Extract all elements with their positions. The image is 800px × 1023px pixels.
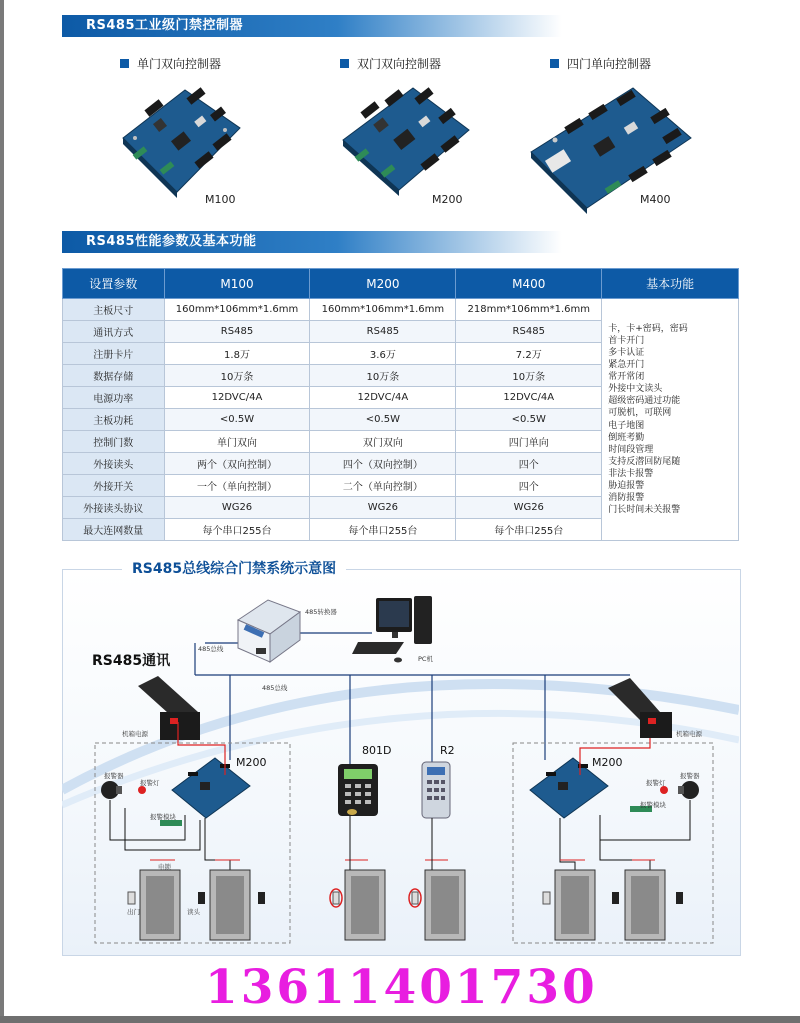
- function-item: 首卡开门: [608, 335, 645, 346]
- left-alarm-light-icon: [138, 786, 146, 794]
- converter-label: 485转换器: [305, 608, 337, 616]
- rs485-comm-label: RS485通讯: [92, 653, 171, 669]
- value-cell: <0.5W: [456, 409, 602, 431]
- value-cell: 每个串口255台: [164, 519, 310, 541]
- left-alarm-module-label: 报警模块: [150, 813, 176, 821]
- left-controller-label: M200: [236, 756, 267, 769]
- m100-model-label: M100: [205, 193, 236, 206]
- rs485-converter-icon: [238, 600, 300, 662]
- value-cell: 12DVC/4A: [456, 387, 602, 409]
- value-cell: 160mm*106mm*1.6mm: [164, 299, 310, 321]
- reader-small-icon: [676, 892, 683, 904]
- m200-model-label: M200: [432, 193, 463, 206]
- right-power-box-icon: [608, 678, 672, 738]
- left-alarm-light-label: 报警灯: [140, 779, 160, 787]
- page-bottom-border: [0, 1016, 800, 1023]
- value-cell: 两个（双向控制）: [164, 453, 310, 475]
- reader-801d-icon: [338, 764, 378, 816]
- product-name: 四门单向控制器: [567, 57, 652, 71]
- value-cell: 7.2万: [456, 343, 602, 365]
- header-m100: M100: [164, 269, 310, 299]
- value-cell: 10万条: [310, 365, 456, 387]
- exit-button-icon: [412, 892, 418, 904]
- header-param: 设置参数: [63, 269, 165, 299]
- value-cell: 一个（单向控制）: [164, 475, 310, 497]
- value-cell: 12DVC/4A: [164, 387, 310, 409]
- function-item: 电子地图: [608, 420, 645, 431]
- right-door-wiring-b: [560, 818, 575, 872]
- specs-section-title: RS485性能参数及基本功能: [86, 234, 257, 249]
- bus-label-mid: 485总线: [262, 684, 288, 692]
- right-alarm-module-label: 报警模块: [640, 801, 666, 809]
- value-cell: <0.5W: [310, 409, 456, 431]
- controllers-section-title: RS485工业级门禁控制器: [86, 18, 244, 33]
- value-cell: 218mm*106mm*1.6mm: [456, 299, 602, 321]
- param-cell: 控制门数: [63, 431, 165, 453]
- left-door-wiring-b: [205, 818, 230, 872]
- left-power-label: 机箱电源: [122, 730, 148, 738]
- reader-r2-icon: [422, 762, 450, 818]
- value-cell: RS485: [164, 321, 310, 343]
- right-power-label: 机箱电源: [676, 730, 702, 738]
- left-alarm-label: 报警器: [104, 772, 124, 780]
- value-cell: 每个串口255台: [310, 519, 456, 541]
- door-icon: [625, 870, 665, 940]
- reader-801d-label: 801D: [362, 744, 392, 757]
- value-cell: WG26: [164, 497, 310, 519]
- function-item: 多卡认证: [608, 347, 645, 358]
- value-cell: 1.8万: [164, 343, 310, 365]
- value-cell: 10万条: [456, 365, 602, 387]
- value-cell: 160mm*106mm*1.6mm: [310, 299, 456, 321]
- value-cell: WG26: [456, 497, 602, 519]
- value-cell: <0.5W: [164, 409, 310, 431]
- param-cell: 主板尺寸: [63, 299, 165, 321]
- product-name: 单门双向控制器: [137, 57, 222, 71]
- header-m400: M400: [456, 269, 602, 299]
- param-cell: 数据存储: [63, 365, 165, 387]
- door-icon: [555, 870, 595, 940]
- reader-small-icon: [612, 892, 619, 904]
- function-item: 外接中文读头: [608, 384, 663, 395]
- param-cell: 外接读头: [63, 453, 165, 475]
- reader-small-icon: [198, 892, 205, 904]
- exit-button-icon: [128, 892, 135, 904]
- value-cell: 四个: [456, 475, 602, 497]
- param-cell: 外接读头协议: [63, 497, 165, 519]
- diagram-title: RS485总线综合门禁系统示意图: [122, 558, 346, 578]
- param-cell: 注册卡片: [63, 343, 165, 365]
- value-cell: 四门单向: [456, 431, 602, 453]
- function-item: 胁迫报警: [608, 480, 645, 491]
- door-icon: [425, 870, 465, 940]
- value-cell: WG26: [310, 497, 456, 519]
- param-cell: 主板功耗: [63, 409, 165, 431]
- value-cell: 双门双向: [310, 431, 456, 453]
- param-cell: 最大连网数量: [63, 519, 165, 541]
- right-door-wiring: [600, 815, 650, 872]
- header-functions: 基本功能: [602, 269, 739, 299]
- right-controller-label: M200: [592, 756, 623, 769]
- right-siren-icon: [678, 781, 699, 799]
- contact-phone-number: 13611401730: [205, 960, 598, 1015]
- pc-label: PC机: [418, 655, 433, 663]
- value-cell: RS485: [456, 321, 602, 343]
- pc-icon: [352, 596, 432, 663]
- product-name: 双门双向控制器: [357, 57, 442, 71]
- function-item: 非法卡报警: [608, 468, 654, 479]
- value-cell: 10万条: [164, 365, 310, 387]
- function-item: 紧急开门: [608, 360, 645, 371]
- function-item: 门长时间未关报警: [608, 505, 681, 516]
- value-cell: 四个: [456, 453, 602, 475]
- right-alarm-label: 报警器: [680, 772, 700, 780]
- reader-small-icon: [258, 892, 265, 904]
- m400-model-label: M400: [640, 193, 671, 206]
- door-icon: [210, 870, 250, 940]
- door-exit-label: 出门: [127, 908, 140, 916]
- param-cell: 通讯方式: [63, 321, 165, 343]
- exit-button-icon: [333, 892, 339, 904]
- function-item: 倒班考勤: [608, 432, 645, 443]
- value-cell: 每个串口255台: [456, 519, 602, 541]
- exit-button-icon: [543, 892, 550, 904]
- header-m200: M200: [310, 269, 456, 299]
- param-cell: 外接开关: [63, 475, 165, 497]
- value-cell: 3.6万: [310, 343, 456, 365]
- function-item: 卡，卡+密码，密码: [608, 323, 688, 334]
- door-icon: [140, 870, 180, 940]
- function-item: 可脱机，可联网: [608, 408, 672, 419]
- function-item: 常开常闭: [608, 372, 645, 383]
- value-cell: 单门双向: [164, 431, 310, 453]
- reader-r2-label: R2: [440, 744, 455, 757]
- function-item: 超级密码通过功能: [608, 396, 681, 407]
- function-item: 时间段管理: [608, 444, 654, 455]
- function-item: 支持反潜回防尾随: [608, 456, 681, 467]
- door-icon: [345, 870, 385, 940]
- door-lock-label: 电锁: [158, 863, 171, 871]
- door-reader-label: 读头: [187, 908, 200, 916]
- right-alarm-light-label: 报警灯: [646, 779, 666, 787]
- param-cell: 电源功率: [63, 387, 165, 409]
- bus-label-top: 485总线: [198, 645, 224, 653]
- value-cell: 二个（单向控制）: [310, 475, 456, 497]
- value-cell: 四个（双向控制）: [310, 453, 456, 475]
- right-alarm-light-icon: [660, 786, 668, 794]
- left-siren-icon: [101, 781, 122, 799]
- value-cell: 12DVC/4A: [310, 387, 456, 409]
- function-item: 消防报警: [608, 493, 645, 504]
- value-cell: RS485: [310, 321, 456, 343]
